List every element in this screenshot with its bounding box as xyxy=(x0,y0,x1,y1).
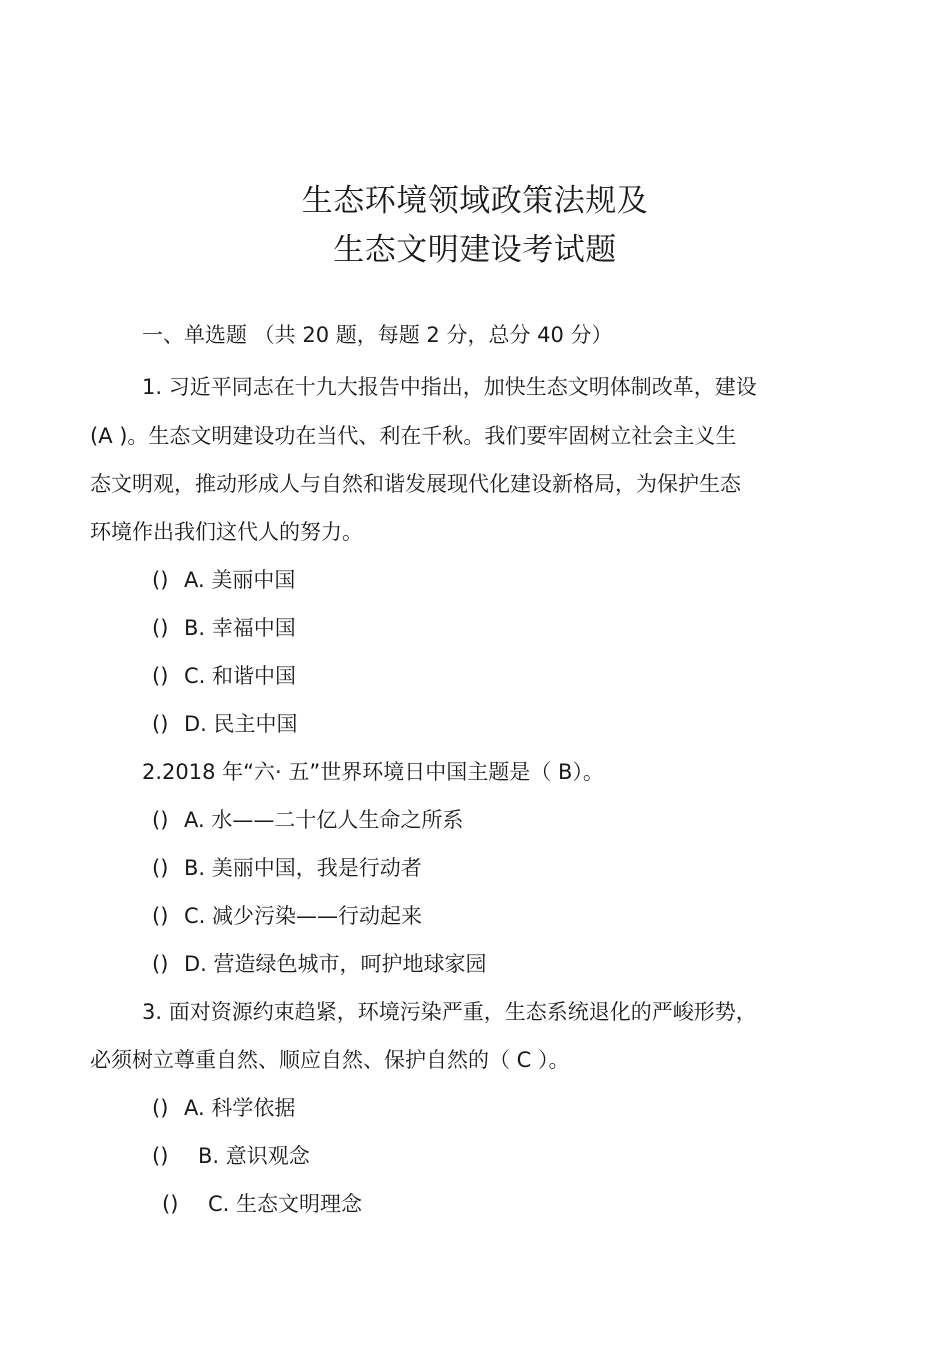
option-label: B. 意识观念 xyxy=(198,1144,310,1168)
question-3-line-1: 3. 面对资源约束趋紧，环境污染严重，生态系统退化的严峻形势， xyxy=(142,1000,757,1024)
option-label: D. 民主中国 xyxy=(184,712,298,736)
option-checkbox[interactable]: () xyxy=(152,952,169,976)
option-label: D. 营造绿色城市，呵护地球家园 xyxy=(184,952,487,976)
question-1-line-3: 态文明观，推动形成人与自然和谐发展现代化建设新格局，为保护生态 xyxy=(90,472,741,496)
question-2-option-c[interactable] xyxy=(152,901,422,931)
option-label: C. 减少污染——行动起来 xyxy=(184,904,423,928)
option-label: C. 生态文明理念 xyxy=(208,1192,363,1216)
page-title-line2: 生态文明建设考试题 xyxy=(333,232,617,268)
question-1-option-a[interactable] xyxy=(152,565,295,595)
question-1-option-b[interactable] xyxy=(152,613,296,643)
question-1-line-4: 环境作出我们这代人的努力。 xyxy=(90,520,363,544)
option-label: B. 美丽中国，我是行动者 xyxy=(184,856,422,880)
question-2-option-b[interactable] xyxy=(152,853,422,883)
question-2-line-1: 2.2018 年“六· 五”世界环境日中国主题是（ B）。 xyxy=(142,760,604,784)
option-label: A. 水——二十亿人生命之所系 xyxy=(184,808,464,832)
option-label: C. 和谐中国 xyxy=(184,664,297,688)
option-checkbox[interactable]: () xyxy=(152,904,169,928)
section-heading: 一、单选题 （共 20 题，每题 2 分，总分 40 分） xyxy=(142,323,613,347)
option-label: A. 科学依据 xyxy=(184,1096,296,1120)
option-checkbox[interactable]: () xyxy=(152,856,169,880)
option-checkbox[interactable]: () xyxy=(152,1144,169,1168)
option-checkbox[interactable]: () xyxy=(152,808,169,832)
question-3-option-a[interactable] xyxy=(152,1093,295,1123)
option-checkbox[interactable]: () xyxy=(152,664,169,688)
question-3-option-c[interactable] xyxy=(162,1189,362,1219)
question-1-option-c[interactable] xyxy=(152,661,296,691)
question-2-option-a[interactable] xyxy=(152,805,463,835)
question-1-option-d[interactable] xyxy=(152,709,298,739)
question-1-line-1: 1. 习近平同志在十九大报告中指出，加快生态文明体制改革，建设 xyxy=(142,375,757,399)
question-3-line-2: 必须树立尊重自然、顺应自然、保护自然的（ C ）。 xyxy=(90,1048,570,1072)
option-checkbox[interactable]: () xyxy=(152,568,169,592)
question-1-line-2: (A )。生态文明建设功在当代、利在千秋。我们要牢固树立社会主义生 xyxy=(90,424,737,448)
question-3-option-b[interactable] xyxy=(152,1141,310,1171)
question-2-option-d[interactable] xyxy=(152,949,487,979)
option-checkbox[interactable]: () xyxy=(162,1192,179,1216)
option-checkbox[interactable]: () xyxy=(152,712,169,736)
option-checkbox[interactable]: () xyxy=(152,616,169,640)
option-label: B. 幸福中国 xyxy=(184,616,296,640)
option-checkbox[interactable]: () xyxy=(152,1096,169,1120)
page-title-line1: 生态环境领域政策法规及 xyxy=(301,183,649,219)
option-label: A. 美丽中国 xyxy=(184,568,296,592)
